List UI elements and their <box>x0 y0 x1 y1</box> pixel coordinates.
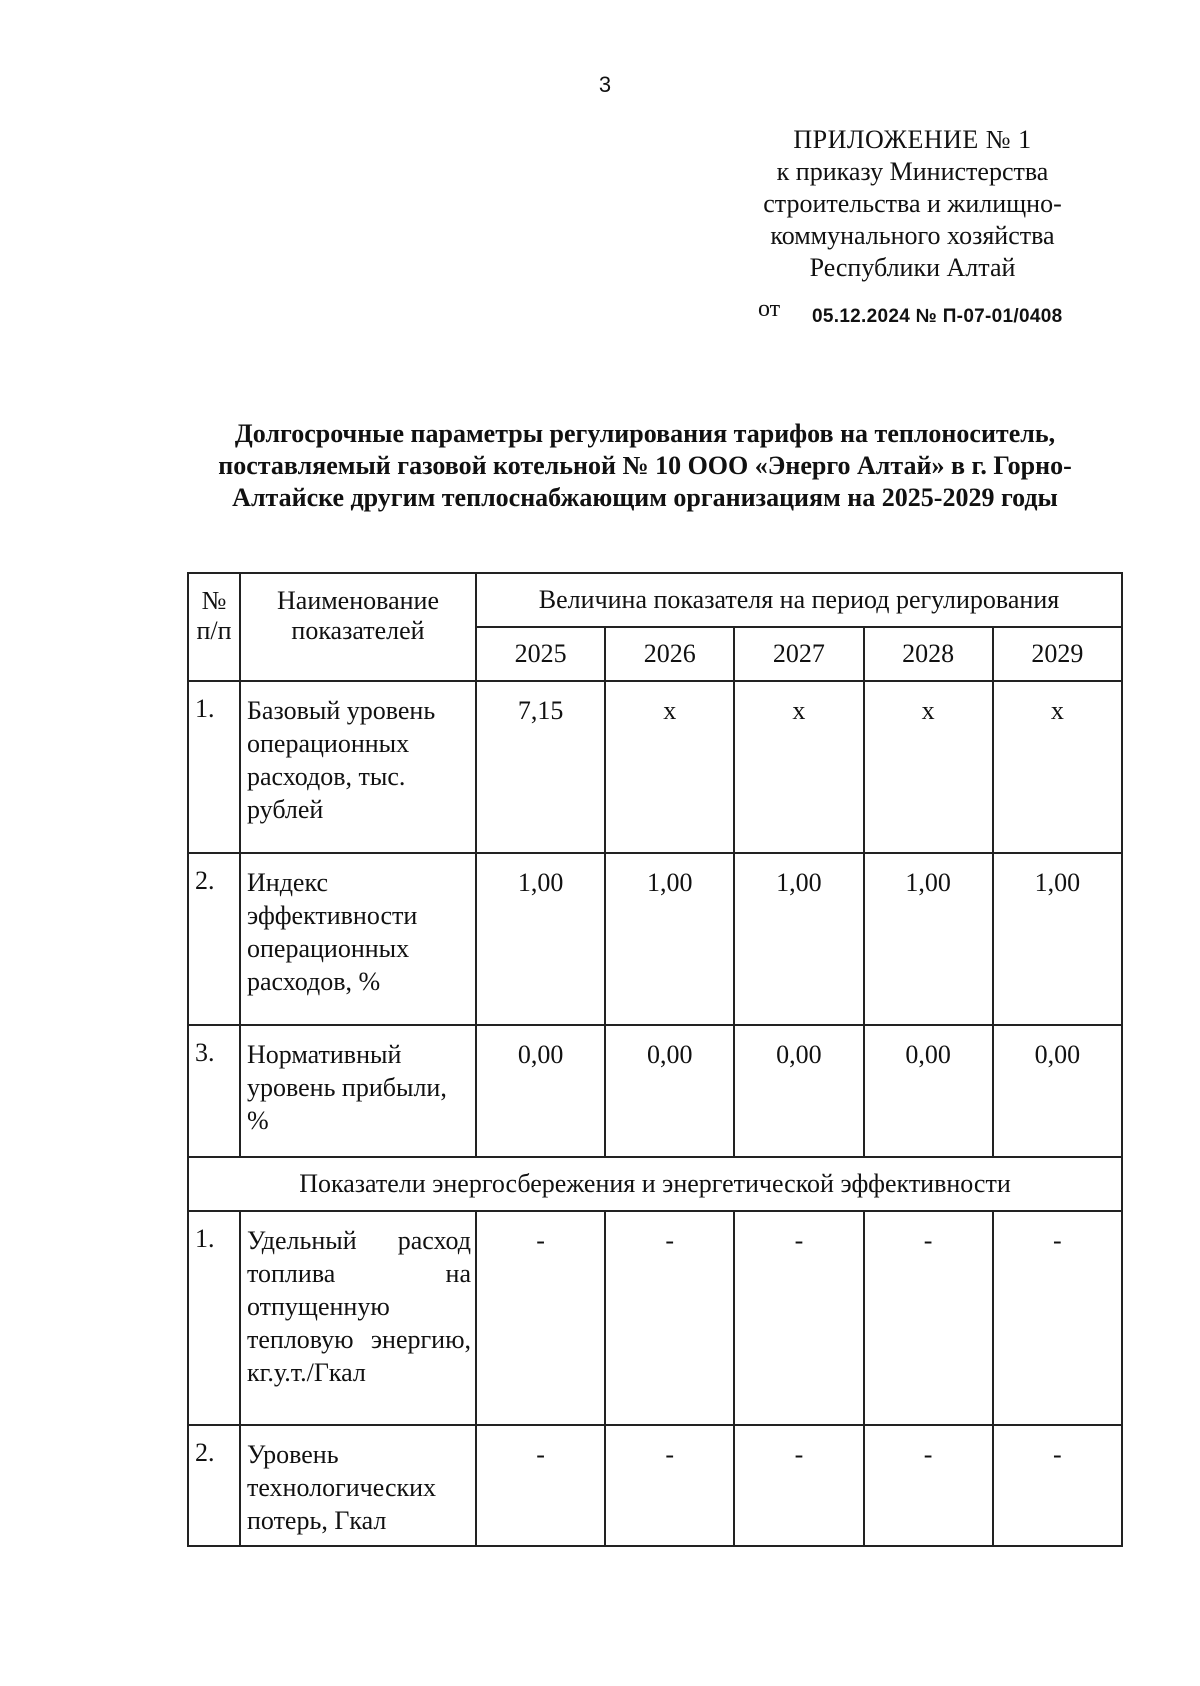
appendix-block <box>740 124 1085 284</box>
row-name: Нормативный уровень прибыли, % <box>240 1025 476 1157</box>
row-value: х <box>993 681 1122 853</box>
row-value: 1,00 <box>864 853 993 1025</box>
header-year: 2025 <box>476 627 605 681</box>
row-num: 1. <box>188 681 240 853</box>
row-num: 2. <box>188 853 240 1025</box>
header-year: 2027 <box>734 627 863 681</box>
appendix-line: Республики Алтай <box>809 253 1016 282</box>
row-value: 0,00 <box>993 1025 1122 1157</box>
row-value: 1,00 <box>734 853 863 1025</box>
appendix-title: ПРИЛОЖЕНИЕ № 1 <box>793 125 1032 154</box>
row-name: Удельный расход топлива на отпущенную тепловую энергию, кг.у.т./Гкал <box>240 1211 476 1425</box>
row-value: - <box>993 1211 1122 1425</box>
appendix-line: строительства и жилищно- <box>763 189 1062 218</box>
row-value: - <box>605 1211 734 1425</box>
row-value: - <box>476 1211 605 1425</box>
row-value: 1,00 <box>605 853 734 1025</box>
row-value: 0,00 <box>734 1025 863 1157</box>
row-value: 0,00 <box>605 1025 734 1157</box>
title-line: поставляемый газовой котельной № 10 ООО «Энерго Алтай» в г. Горно- <box>218 451 1072 480</box>
parameters-table <box>187 572 1123 1547</box>
row-num: 1. <box>188 1211 240 1425</box>
title-line: Долгосрочные параметры регулирования тарифов на теплоноситель, <box>234 419 1056 448</box>
header-year: 2028 <box>864 627 993 681</box>
row-num: 3. <box>188 1025 240 1157</box>
row-name: Базовый уровень операционных расходов, тыс. рублей <box>240 681 476 853</box>
row-value: - <box>864 1425 993 1546</box>
order-number: 05.12.2024 № П-07-01/0408 <box>812 306 1063 327</box>
header-year: 2029 <box>993 627 1122 681</box>
row-value: - <box>993 1425 1122 1546</box>
table-row <box>188 853 1122 1025</box>
row-value: 0,00 <box>476 1025 605 1157</box>
section-title: Показатели энергосбережения и энергетической эффективности <box>188 1157 1122 1211</box>
row-value: 0,00 <box>864 1025 993 1157</box>
header-period: Величина показателя на период регулирования <box>476 573 1122 627</box>
row-name: Индекс эффективности операционных расходов, % <box>240 853 476 1025</box>
table-row <box>188 1025 1122 1157</box>
document-title <box>170 418 1120 514</box>
table-header-row <box>188 573 1122 627</box>
row-value: - <box>605 1425 734 1546</box>
table-row <box>188 1425 1122 1546</box>
table-row <box>188 681 1122 853</box>
appendix-line: к приказу Министерства <box>776 157 1049 186</box>
row-value: - <box>734 1425 863 1546</box>
row-value: 1,00 <box>476 853 605 1025</box>
appendix-line: коммунального хозяйства <box>770 221 1055 250</box>
row-value: - <box>476 1425 605 1546</box>
row-value: х <box>864 681 993 853</box>
row-value: 1,00 <box>993 853 1122 1025</box>
table-row <box>188 1211 1122 1425</box>
section-row <box>188 1157 1122 1211</box>
row-value: - <box>864 1211 993 1425</box>
header-year: 2026 <box>605 627 734 681</box>
row-value: - <box>734 1211 863 1425</box>
header-name: Наименование показателей <box>240 573 476 681</box>
header-num: № п/п <box>188 573 240 681</box>
row-num: 2. <box>188 1425 240 1546</box>
row-name: Уровень технологических потерь, Гкал <box>240 1425 476 1546</box>
row-value: х <box>605 681 734 853</box>
title-line: Алтайске другим теплоснабжающим организациям на 2025-2029 годы <box>232 483 1058 512</box>
row-value: 7,15 <box>476 681 605 853</box>
page-number: 3 <box>598 72 612 97</box>
order-date-prefix: от <box>758 296 781 322</box>
row-value: х <box>734 681 863 853</box>
